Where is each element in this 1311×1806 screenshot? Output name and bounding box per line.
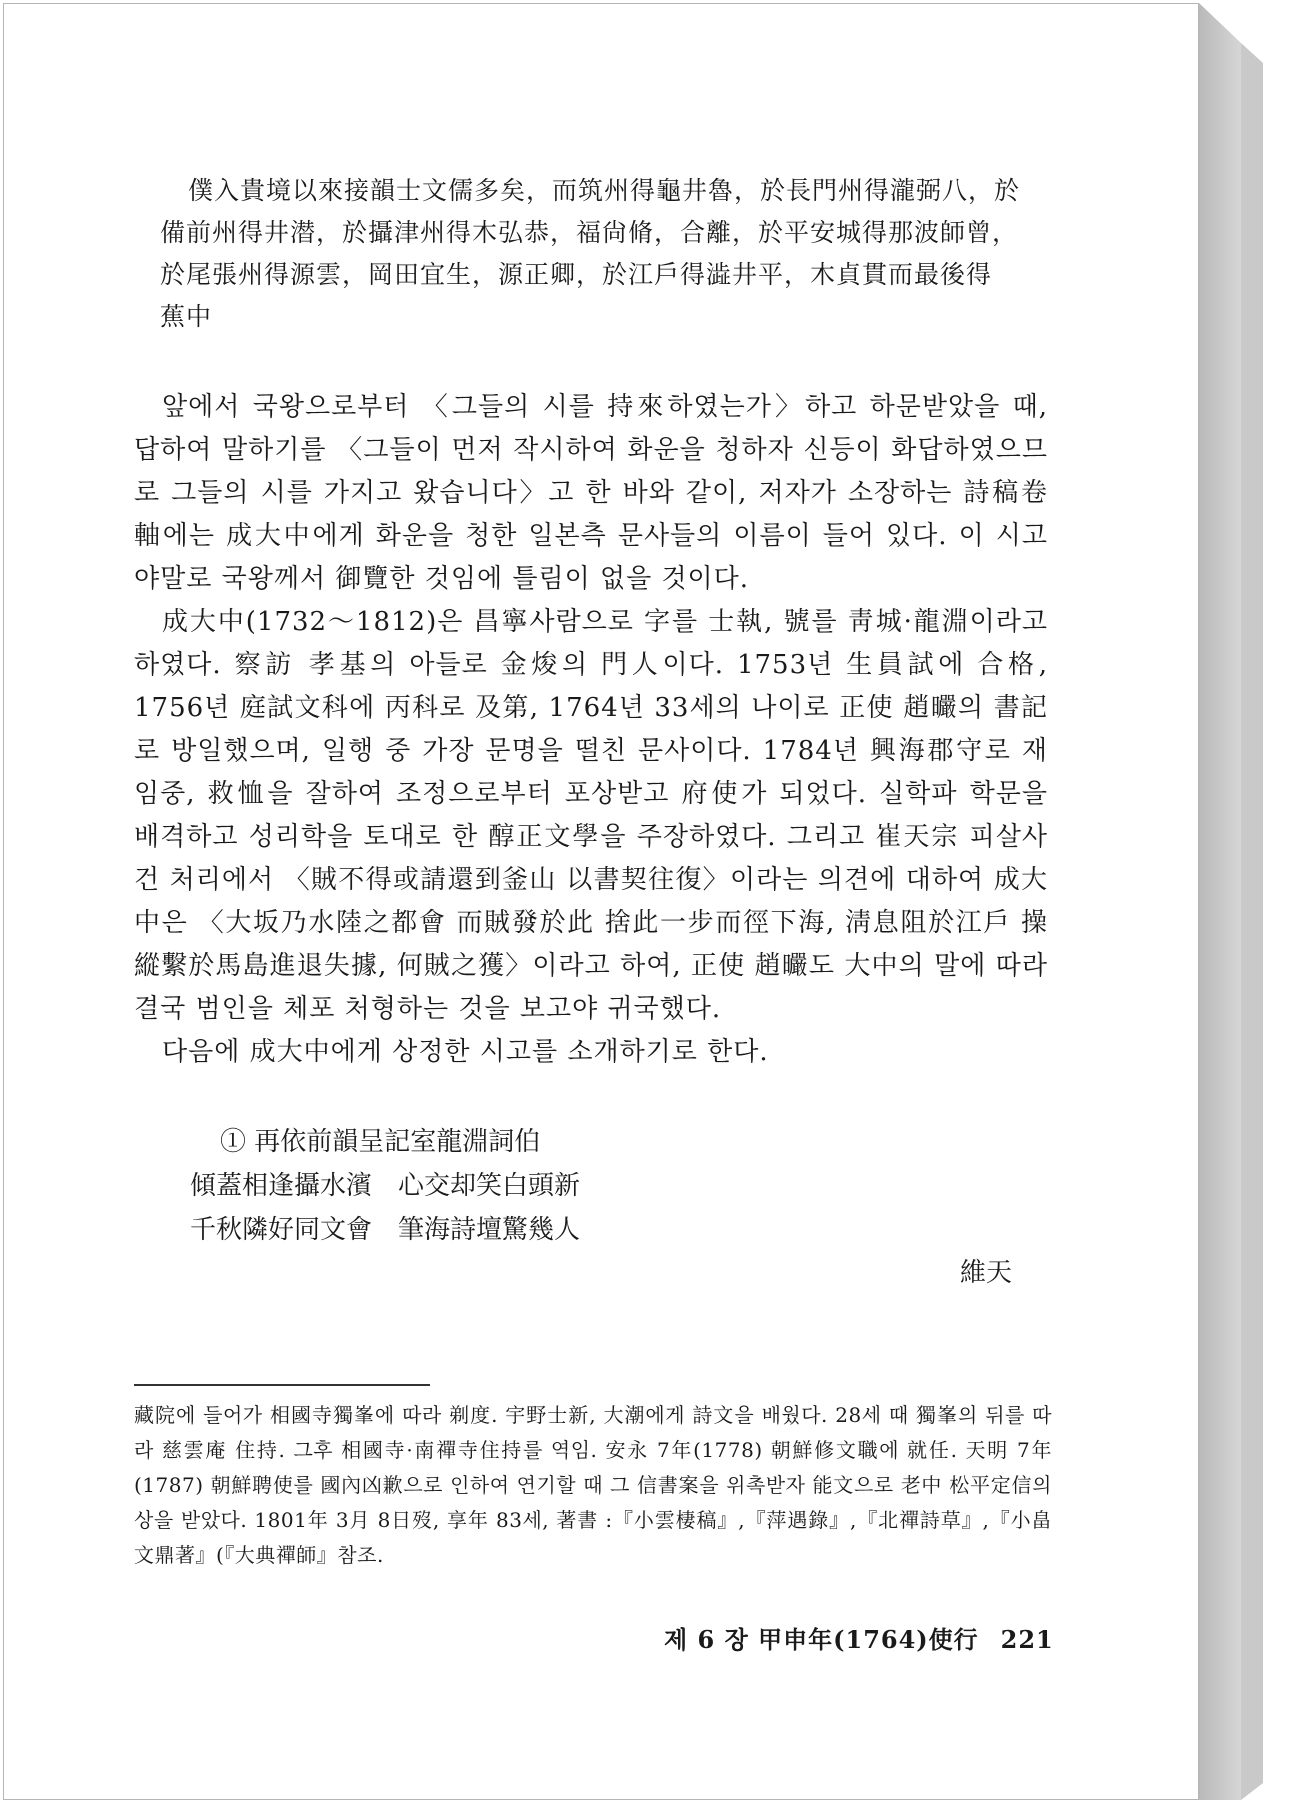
japanese-quote-block <box>160 170 1060 338</box>
footnote: 藏院에 들어가 相國寺獨峯에 따라 剃度. 宇野士新, 大潮에게 詩文을 배웠다. 28세 때 獨峯의 뒤를 따라 慈雲庵 住持. 그후 相國寺·南禪寺住持를 역임. 安永 7年(1778) 朝鮮修文職에 就任. 天明 7年(1787) 朝鮮聘使를 國內凶歉으로 인하여 연기할 때 그 信書案을 위촉받자 能文으로 老中 松平定信의 상을 받았다. 1801年 3月 8日歿, 享年 83세, 著書 :『小雲棲稿』,『萍遇錄』,『北禪詩草』,『小畠文鼎著』(『大典禪師』참조. <box>134 1403 1052 1567</box>
poem-author: 維天 <box>960 1258 1013 1288</box>
quote-line: 於尾張州得源雲，岡田宜生，源正卿，於江戶得澁井平，木貞貫而最後得 <box>160 260 993 289</box>
quote-line: 僕入貴境以來接韻士文儒多矣，而筑州得龜井魯，於長門州得瀧弼八，於 <box>188 176 1021 205</box>
body-text <box>134 386 1048 1074</box>
paragraph: 다음에 成大中에게 상정한 시고를 소개하기로 한다. <box>162 1037 769 1067</box>
footnote-divider <box>134 1384 430 1386</box>
book-spine-edge <box>1199 3 1263 1800</box>
page-number: 221 <box>1000 1625 1054 1654</box>
poem-block <box>190 1120 890 1252</box>
paragraph: 成大中(1732～1812)은 昌寧사람으로 字를 士執, 號를 靑城·龍淵이라고 하였다. 察訪 孝基의 아들로 金焌의 門人이다. 1753년 生員試에 合格, 1756년 庭試文科에 丙科로 及第, 1764년 33세의 나이로 正使 趙曮의 書記로 방일했으며, 일행 중 가장 문명을 떨친 문사이다. 1784년 興海郡守로 재임중, 救恤을 잘하여 조정으로부터 포상받고 府使가 되었다. 실학파 학문을 배격하고 성리학을 토대로 한 醇正文學을 주장하였다. 그리고 崔天宗 피살사건 처리에서 〈賊不得或請還到釜山 以書契往復〉이라는 의견에 대하여 成大中은 〈大坂乃水陸之都會 而賊發於此 捨此一步而徑下海, 淸息阻於江戶 操縱繫於馬島進退失據, 何賊之獲〉이라고 하여, 正使 趙曮도 大中의 말에 따라 결국 범인을 체포 처형하는 것을 보고야 귀국했다. <box>134 607 1048 1024</box>
quote-line: 蕉中 <box>160 302 213 331</box>
poem-title: ① 再依前韻呈記室龍淵詞伯 <box>220 1127 541 1157</box>
paragraph: 앞에서 국왕으로부터 〈그들의 시를 持來하였는가〉하고 하문받았을 때, 답하여 말하기를 〈그들이 먼저 작시하여 화운을 청하자 신등이 화답하였으므로 그들의 시를 가지고 왔습니다〉고 한 바와 같이, 저자가 소장하는 詩稿卷軸에는 成大中에게 화운을 청한 일본측 문사들의 이름이 들어 있다. 이 시고야말로 국왕께서 御覽한 것임에 틀림이 없을 것이다. <box>134 392 1048 594</box>
running-head: 제 6 장 甲申年(1764)使行 <box>664 1625 979 1654</box>
poem-line: 傾蓋相逢攝水濱 心交却笑白頭新 <box>190 1171 581 1201</box>
poem-line: 千秋隣好同文會 筆海詩壇驚幾人 <box>190 1215 581 1245</box>
page-footer <box>664 1620 1054 1655</box>
quote-line: 備前州得井潜，於攝津州得木弘恭，福尙脩，合離，於平安城得那波師曾， <box>160 218 1019 247</box>
